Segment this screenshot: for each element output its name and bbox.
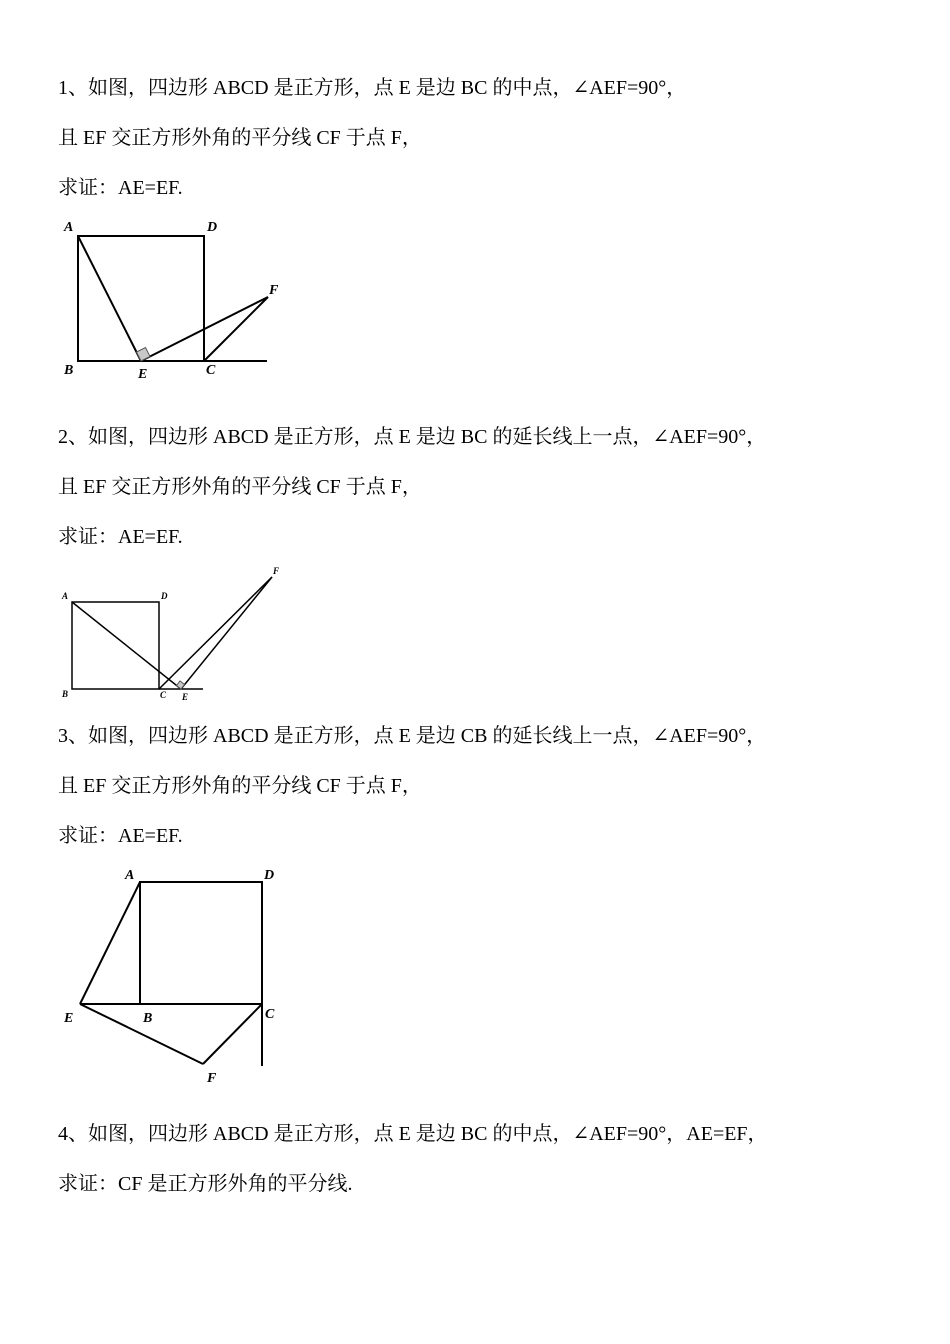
problem-2-line-3: 求证：AE=EF. (58, 526, 183, 548)
segment-ae (80, 882, 140, 1004)
problem-2-line-1: 2、如图，四边形 ABCD 是正方形，点 E 是边 BC 的延长线上一点，∠AEF=90°， (58, 426, 767, 448)
label-d: D (264, 868, 275, 883)
label-b: B (143, 1011, 153, 1026)
label-f: F (207, 1071, 217, 1086)
problem-3-line-3: 求证：AE=EF. (58, 825, 183, 847)
label-d: D (207, 220, 218, 235)
label-c: C (265, 1007, 275, 1022)
problem-1-line-1: 1、如图，四边形 ABCD 是正方形，点 E 是边 BC 的中点，∠AEF=90°， (58, 77, 687, 99)
label-c: C (160, 690, 167, 700)
segment-ef (80, 1004, 203, 1064)
segment-cf (203, 1004, 262, 1064)
label-c: C (206, 363, 216, 378)
problem-1-line-2: 且 EF 交正方形外角的平分线 CF 于点 F， (58, 127, 422, 149)
label-e: E (138, 367, 148, 382)
label-d: D (161, 591, 168, 601)
label-b: B (62, 689, 69, 699)
label-a: A (125, 868, 135, 883)
label-a: A (64, 220, 74, 235)
label-f: F (269, 283, 279, 298)
problem-2-line-2: 且 EF 交正方形外角的平分线 CF 于点 F， (58, 476, 422, 498)
problem-3-line-1: 3、如图，四边形 ABCD 是正方形，点 E 是边 CB 的延长线上一点，∠AEF=90°， (58, 725, 767, 747)
label-e: E (64, 1011, 74, 1026)
label-a: A (62, 591, 69, 601)
label-f: F (273, 566, 280, 576)
square-abcd (140, 882, 262, 1004)
problem-4-line-2: 求证：CF 是正方形外角的平分线. (58, 1173, 353, 1195)
problem-1-line-3: 求证：AE=EF. (58, 177, 183, 199)
label-e: E (182, 692, 189, 702)
problem-3-line-2: 且 EF 交正方形外角的平分线 CF 于点 F， (58, 775, 422, 797)
problem-4-line-1: 4、如图，四边形 ABCD 是正方形，点 E 是边 BC 的中点，∠AEF=90°，AE=EF， (58, 1123, 768, 1145)
label-b: B (64, 363, 74, 378)
